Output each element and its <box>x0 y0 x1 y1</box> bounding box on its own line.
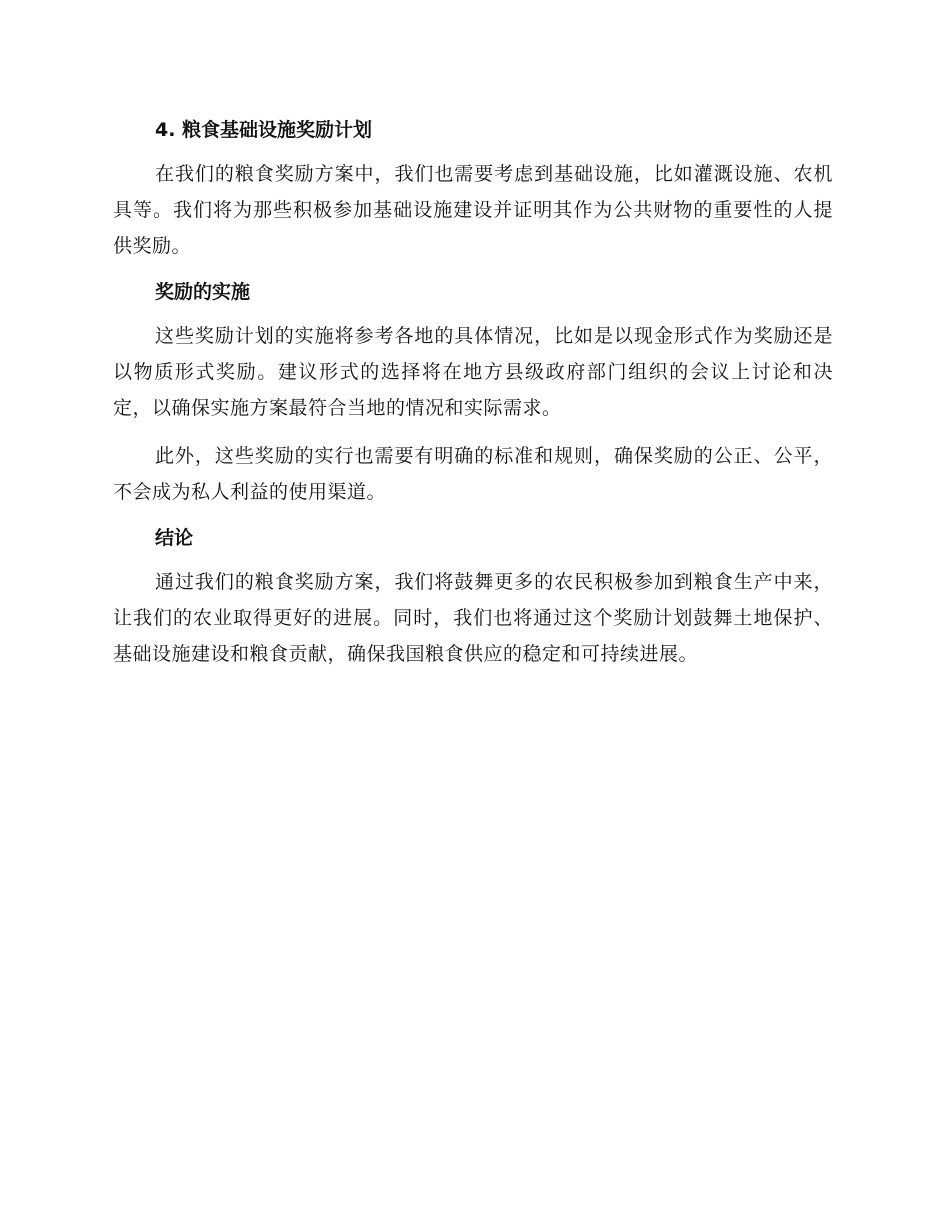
paragraph-infrastructure: 在我们的粮食奖励方案中，我们也需要考虑到基础设施，比如灌溉设施、农机具等。我们将为那些积极参加基础设施建设并证明其作为公共财物的重要性的人提供奖励。 <box>113 163 833 257</box>
paragraph-conclusion: 通过我们的粮食奖励方案，我们将鼓舞更多的农民积极参加到粮食生产中来，让我们的农业取得更好的进展。同时，我们也将通过这个奖励计划鼓舞土地保护、基础设施建设和粮食贡献，确保我国粮食供应的稳定和可持续进展。 <box>113 571 833 665</box>
section-heading-implementation: 奖励的实施 <box>155 281 251 303</box>
document-body <box>113 114 833 672</box>
paragraph-implementation-2: 此外，这些奖励的实行也需要有明确的标准和规则，确保奖励的公正、公平，不会成为私人利益的使用渠道。 <box>113 445 833 503</box>
section-heading-conclusion: 结论 <box>155 527 194 549</box>
paragraph-implementation-1: 这些奖励计划的实施将参考各地的具体情况，比如是以现金形式作为奖励还是以物质形式奖励。建议形式的选择将在地方县级政府部门组织的会议上讨论和决定，以确保实施方案最符合当地的情况和实际需求。 <box>113 325 833 419</box>
section-heading-infrastructure: 4. 粮食基础设施奖励计划 <box>155 119 373 141</box>
